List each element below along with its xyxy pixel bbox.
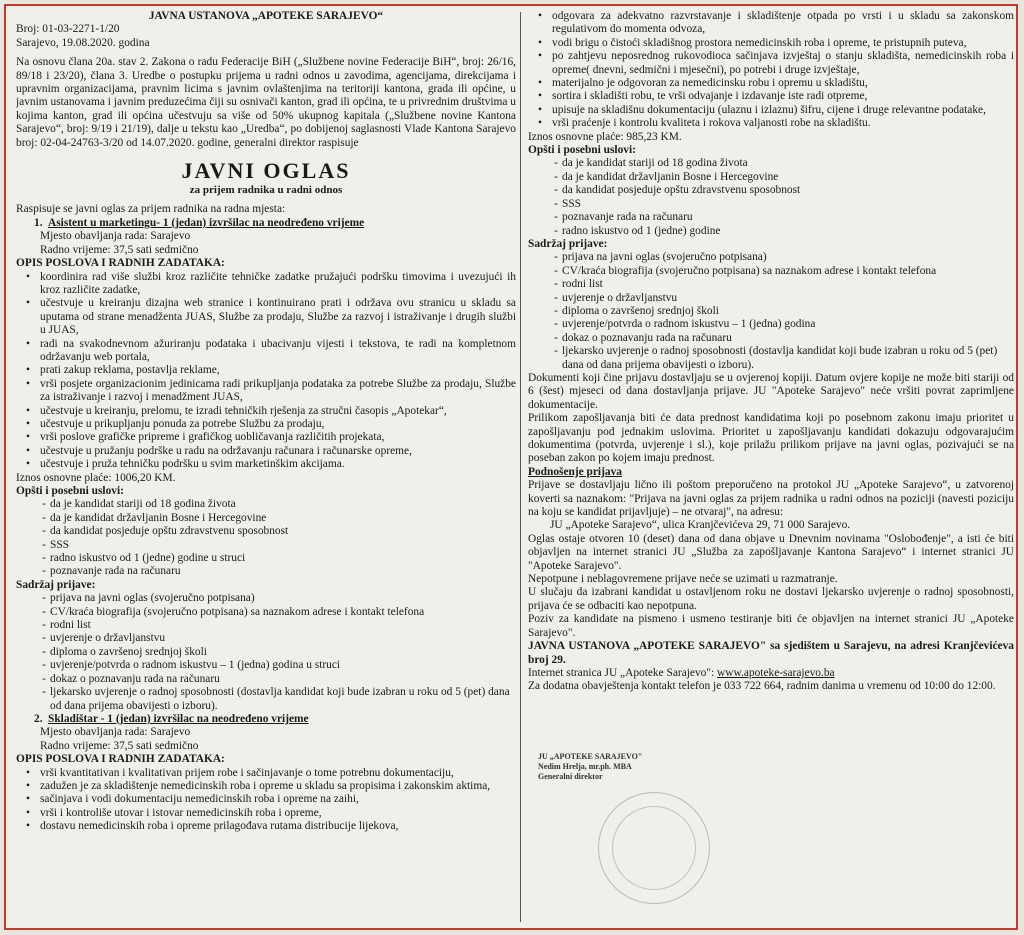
list-item: • materijalno je odgovoran za nemedicinsku robu i opremu u skladištu, bbox=[528, 77, 1014, 90]
phone-line: Za dodatna obavještenja kontakt telefon je 033 722 664, radnim danima u vremenu od 10:00 do 12:00. bbox=[528, 680, 996, 693]
list-item: • vrši praćenje i kontrolu kvaliteta i rokova valjanosti robe na skladištu. bbox=[528, 117, 1014, 130]
position-2-conditions-heading: Opšti i posebni uslovi: bbox=[528, 144, 636, 157]
list-item: • zadužen je za skladištenje nemedicinskih roba i opreme u skladu sa propisima i zakonskim aktima, bbox=[16, 780, 516, 793]
list-item: - uvjerenje/potvrda o radnom iskustvu – 1 (jedna) godina u struci bbox=[16, 659, 516, 672]
signature-role: Generalni direktor bbox=[538, 772, 603, 781]
newspaper-page bbox=[4, 4, 1018, 930]
signature-name: Nedim Hrelja, mr.ph. MBA bbox=[538, 762, 632, 771]
place-date: Sarajevo, 19.08.2020. godina bbox=[16, 36, 150, 49]
list-item: - da je kandidat državljanin Bosne i Hercegovine bbox=[528, 171, 1014, 184]
position-1-location: Mjesto obavljanja rada: Sarajevo bbox=[40, 230, 191, 243]
position-2-title: Skladištar - 1 (jedan) izvršilac na neodređeno vrijeme bbox=[48, 712, 309, 725]
list-item: - poznavanje rada na računaru bbox=[528, 211, 1014, 224]
document-number: Broj: 01-03-2271-1/20 bbox=[16, 23, 120, 36]
website-line: Internet stranica JU „Apoteke Sarajevo": www.apoteke-sarajevo.ba bbox=[528, 666, 835, 679]
seat-statement: JAVNA USTANOVA „APOTEKE SARAJEVO" sa sjedištem u Sarajevu, na adresi Kranjčevićeva broj 29. bbox=[528, 640, 1014, 666]
position-1-duties bbox=[16, 271, 516, 472]
list-item: - ljekarsko uvjerenje o radnoj sposobnosti (dostavlja kandidat koji bude izabran u roku od 5 (pet) dana od dana prijema obavijesti o izboru). bbox=[16, 686, 516, 713]
position-2-duties-right bbox=[528, 10, 1014, 131]
list-item: - uvjerenje o državljanstvu bbox=[528, 292, 1014, 305]
position-2-salary: Iznos osnovne plaće: 985,23 KM. bbox=[528, 130, 682, 143]
list-item: • vrši i kontroliše utovar i istovar nemedicinskih roba i opreme, bbox=[16, 807, 516, 820]
submission-paragraph: Prijave se dostavljaju lično ili poštom preporučeno na protokol JU „Apoteke Sarajevo“, u zatvorenoj koverti sa naznakom: "Prijava na javni oglas za prijem radnika u radni odnos na poziciji (navesti poziciju na koju se kandidat prijavljuje) – ne otvaraj", na adresu: bbox=[528, 479, 1014, 519]
website-link[interactable]: www.apoteke-sarajevo.ba bbox=[717, 666, 835, 679]
list-item: - prijava na javni oglas (svojeručno potpisana) bbox=[16, 592, 516, 605]
position-2-content bbox=[528, 251, 1014, 372]
list-item: - CV/kraća biografija (svojeručno potpisana) sa naznakom adrese i kontakt telefona bbox=[16, 606, 516, 619]
list-item: - da je kandidat stariji od 18 godina života bbox=[528, 157, 1014, 170]
list-item: - diploma o završenoj srednjoj školi bbox=[16, 646, 516, 659]
list-item: • učestvuje u prikupljanju ponuda za potrebe Službu za prodaju, bbox=[16, 418, 516, 431]
list-item: - dokaz o poznavanju rada na računaru bbox=[528, 332, 1014, 345]
right-column bbox=[528, 10, 1014, 924]
announce-text: Raspisuje se javni oglas za prijem radnika na radna mjesta: bbox=[16, 203, 286, 216]
signature-block bbox=[538, 752, 738, 922]
position-1-conditions bbox=[16, 498, 516, 578]
position-2-hours: Radno vrijeme: 37,5 sati sedmično bbox=[40, 739, 199, 752]
list-item: - da kandidat posjeduje opštu zdravstvenu sposobnost bbox=[528, 184, 1014, 197]
position-1-duties-heading: OPIS POSLOVA I RADNIH ZADATAKA: bbox=[16, 257, 225, 270]
list-item: • sortira i skladišti robu, te vrši odvajanje i izdavanje iste radi otpreme, bbox=[528, 90, 1014, 103]
list-item: - radno iskustvo od 1 (jedne) godine bbox=[528, 225, 1014, 238]
position-2-duties-heading: OPIS POSLOVA I RADNIH ZADATAKA: bbox=[16, 753, 225, 766]
position-1-conditions-heading: Opšti i posebni uslovi: bbox=[16, 485, 124, 497]
column-divider bbox=[520, 12, 521, 922]
list-item: - rodni list bbox=[16, 619, 516, 632]
list-item: • radi na svakodnevnom ažuriranju podataka i ubacivanju vijesti i tekstova, te radi na kompletnom održavanju web portala, bbox=[16, 338, 516, 365]
position-1-hours: Radno vrijeme: 37,5 sati sedmično bbox=[40, 243, 199, 256]
intro-paragraph: Na osnovu člana 20a. stav 2. Zakona o radu Federacije BiH („Službene novine Federacije BiH“, broj: 26/16, 89/18 i 23/20), člana 3. Uredbe o postupku prijema u radni odnos u zavodima, agencijama, direkcijama i upravnim organizacijama, pravnim licima s javnim ovlaštenjima na teritoriji kantona, grada ili općine, u javnim ustanovama i javnim preduzećima čiji su osnivači kanton, grad ili općina, te u privrednim društvima u kojima kanton, grad ili općina učestvuju sa više od 50% ukupnog kapitala („Službene novine Kantona Sarajevo“, broj: 9/19 i 21/19), dalje u tekstu kao „Uredba“, po dobijenoj saglasnosti Vlade Kantona Sarajevo broj: 02-04-24763-3/20 od 14.07.2020. godine, generalni direktor raspisuje bbox=[16, 56, 516, 149]
testing-invite: Poziv za kandidate na pismeno i usmeno testiranje biti će objavljen na internet stranici JU „Apoteke Sarajevo". bbox=[528, 613, 1014, 639]
open-period-paragraph: Oglas ostaje otvoren 10 (deset) dana od dana objave u Dnevnim novinama "Oslobođenje", a isti će biti objavljen na internet stranici JU „Služba za zapošljavanje Kantona Sarajevo“ i internet stranici JU "Apoteke Sarajevo". bbox=[528, 532, 1014, 572]
list-item: - prijava na javni oglas (svojeručno potpisana) bbox=[528, 251, 1014, 264]
incomplete-notice: Nepotpune i neblagovremene prijave neće se uzimati u razmatranje. bbox=[528, 573, 838, 586]
list-item: - dokaz o poznavanju rada na računaru bbox=[16, 673, 516, 686]
list-item: - da je kandidat državljanin Bosne i Hercegovine bbox=[16, 512, 516, 525]
position-1-content-heading: Sadržaj prijave: bbox=[16, 578, 96, 591]
left-column bbox=[16, 10, 516, 924]
list-item: • vodi brigu o čistoći skladišnog prostora nemedicinskih roba i opreme, te pristupnih puteva, bbox=[528, 37, 1014, 50]
list-item: - diploma o završenoj srednjoj školi bbox=[528, 305, 1014, 318]
position-2-heading: 2. Skladištar - 1 (jedan) izvršilac na neodređeno vrijeme bbox=[34, 712, 309, 725]
list-item: - SSS bbox=[528, 198, 1014, 211]
list-item: - poznavanje rada na računaru bbox=[16, 565, 516, 578]
list-item: • vrši posjete organizacionim jedinicama radi prikupljanja podataka za potrebe Službe za prodaju, Službe za istraživanje i razvoj i menadžment JUAS, bbox=[16, 378, 516, 405]
list-item: • učestvuje u kreiranju dizajna web stranice i kontinuirano prati i održava ovu stranicu u skladu sa uputama od strane menadženta JUAS, Službe za prodaju, Službe za razvoj i istraživanje i drugih službi u JUAS, bbox=[16, 297, 516, 337]
list-item: - rodni list bbox=[528, 278, 1014, 291]
list-item: • po zahtjevu neposrednog rukovodioca sačinjava izvještaj o stanju skladišta, nemedicinskih roba i opreme( dnevni, sedmični i mjesečni), po potrebi i druge izvještaje, bbox=[528, 50, 1014, 77]
position-1-salary: Iznos osnovne plaće: 1006,20 KM. bbox=[16, 471, 176, 484]
list-item: • učestvuje u pružanju podrške u radu na održavanju računara i računarske opreme, bbox=[16, 445, 516, 458]
list-item: • odgovara za adekvatno razvrstavanje i skladištenje otpada po vrsti i u skladu sa zakonskom regulativom do momenta odvoza, bbox=[528, 10, 1014, 37]
ad-title: JAVNI OGLAS bbox=[181, 158, 351, 184]
list-item: • koordinira rad više službi kroz različite tehničke zadatke pružajući podršku timovima i uvezujući ih kroz različite zadatke, bbox=[16, 271, 516, 298]
position-1-content bbox=[16, 592, 516, 713]
list-item: - ljekarsko uvjerenje o radnoj sposobnosti (dostavlja kandidat koji bude izabran u roku od 5 (pet) dana od dana prijema obavijesti o izboru). bbox=[528, 345, 1014, 372]
position-1-title: Asistent u marketingu- 1 (jedan) izvršilac na neodređeno vrijeme bbox=[48, 216, 365, 229]
list-item: - da je kandidat stariji od 18 godina života bbox=[16, 498, 516, 511]
ad-subtitle: za prijem radnika u radni odnos bbox=[189, 184, 343, 197]
list-item: - radno iskustvo od 1 (jedne) godine u struci bbox=[16, 552, 516, 565]
list-item: - SSS bbox=[16, 539, 516, 552]
list-item: • prati zakup reklama, postavlja reklame, bbox=[16, 364, 516, 377]
position-1-heading: 1. Asistent u marketingu- 1 (jedan) izvršilac na neodređeno vrijeme bbox=[34, 216, 365, 229]
position-2-location: Mjesto obavljanja rada: Sarajevo bbox=[40, 726, 191, 739]
list-item: • vrši kvantitativan i kvalitativan prijem robe i sačinjavanje o tome potrebnu dokumentaciju, bbox=[16, 767, 516, 780]
list-item: • vrši poslove grafičke pripreme i grafičkog uobličavanja različitih projekata, bbox=[16, 431, 516, 444]
list-item: • upisuje na skladišnu dokumentaciju (ulaznu i izlaznu) šifru, cijene i druge relevantne podatake, bbox=[528, 104, 1014, 117]
list-item: - uvjerenje/potvrda o radnom iskustvu – 1 (jedna) godina bbox=[528, 318, 1014, 331]
submission-heading: Podnošenje prijava bbox=[528, 465, 622, 478]
list-item: • učestvuje i pruža tehničku podršku u svim marketinškim akcijama. bbox=[16, 458, 516, 471]
list-item: • sačinjava i vodi dokumentaciju nemedicinskih roba i opreme na zaihi, bbox=[16, 793, 516, 806]
documents-paragraph: Dokumenti koji čine prijavu dostavljaju se u ovjerenoj kopiji. Datum ovjere kopije ne može biti stariji od 6 (šest) mjeseci od dana dostavljanja prijave. JU "Apoteke Sarajevo" neće vršiti povrat zaprimljene dokumentacije. bbox=[528, 371, 1014, 411]
position-2-duties-left bbox=[16, 767, 516, 834]
list-item: - uvjerenje o državljanstvu bbox=[16, 632, 516, 645]
list-item: • učestvuje u kreiranju, prelomu, te izradi tehničkih rješenja za stručni časopis „Apotekar“, bbox=[16, 405, 516, 418]
list-item: - CV/kraća biografija (svojeručno potpisana) sa naznakom adrese i kontakt telefona bbox=[528, 265, 1014, 278]
position-2-content-heading: Sadržaj prijave: bbox=[528, 237, 608, 250]
institution-heading: JAVNA USTANOVA „APOTEKE SARAJEVO“ bbox=[148, 10, 384, 22]
submission-address: JU „Apoteke Sarajevo“, ulica Kranjčevićeva 29, 71 000 Sarajevo. bbox=[550, 519, 851, 532]
signature-institution: JU „APOTEKE SARAJEVO" bbox=[538, 752, 643, 761]
medical-notice: U slučaju da izabrani kandidat u ostavljenom roku ne dostavi ljekarsko uvjerenje o radnoj sposobnosti, prijava će se odbaciti kao nepotpuna. bbox=[528, 586, 1014, 612]
list-item: - da kandidat posjeduje opštu zdravstvenu sposobnost bbox=[16, 525, 516, 538]
stamp-inner-ring bbox=[612, 806, 696, 890]
list-item: • dostavu nemedicinskih roba i opreme prilagođava rutama distribucije lijekova, bbox=[16, 820, 516, 833]
position-2-conditions bbox=[528, 157, 1014, 237]
priority-paragraph: Prilikom zapošljavanja biti će data prednost kandidatima koji po posebnom zakonu imaju prioritet u zapošljavanju pod jednakim uslovima. Prioritet u zapošljavanju kandidati dokazuju odgovarajućim dokumentima (potvrda, uvjerenje i sl.), koje prilažu prilikom prijave na javni oglas, pozivajući se na poseban zakon po kojem imaju prednost. bbox=[528, 412, 1014, 465]
